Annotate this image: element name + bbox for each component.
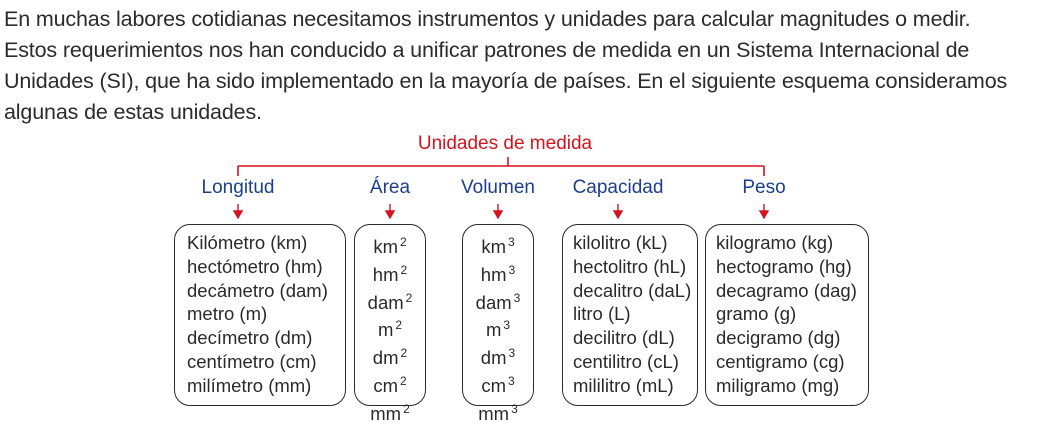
list-item bbox=[463, 398, 533, 426]
unit-exponent: 3 bbox=[507, 235, 515, 249]
list-item bbox=[355, 287, 425, 315]
list-item: kilolitro (kL) bbox=[573, 232, 668, 253]
units-box-volumen bbox=[462, 224, 534, 424]
list-item bbox=[355, 370, 425, 398]
list-item bbox=[463, 231, 533, 259]
list-item bbox=[463, 314, 533, 342]
unit-exponent: 2 bbox=[400, 346, 408, 361]
arrow-head-peso bbox=[760, 211, 768, 218]
list-item bbox=[355, 342, 425, 370]
unit-exponent: 3 bbox=[508, 262, 516, 277]
units-box-area bbox=[354, 224, 426, 424]
unit-exponent: 3 bbox=[513, 290, 521, 305]
list-item bbox=[463, 370, 533, 398]
unit-base: hm bbox=[480, 263, 507, 285]
unit-exponent: 2 bbox=[399, 235, 407, 249]
list-item: miligramo (mg) bbox=[716, 374, 840, 396]
list-item bbox=[355, 398, 425, 426]
unit-exponent: 2 bbox=[399, 373, 407, 388]
unit-exponent: 2 bbox=[395, 318, 403, 333]
list-item: centilitro (cL) bbox=[573, 350, 679, 372]
intro-line: Unidades (SI), que ha sido implementado en la mayoría de países. En el siguiente esquema consideramos bbox=[4, 69, 1008, 93]
intro-line: Estos requerimientos nos han conducido a unificar patrones de medida en un Sistema Internacional de bbox=[4, 38, 970, 62]
list-item bbox=[355, 314, 425, 342]
unit-exponent: 3 bbox=[508, 346, 516, 361]
list-item: decigramo (dg) bbox=[716, 327, 841, 349]
unit-exponent: 2 bbox=[400, 262, 408, 277]
unit-exponent: 2 bbox=[405, 290, 413, 305]
category-area: Área bbox=[369, 177, 411, 198]
category-peso: Peso bbox=[742, 177, 786, 198]
unit-base: m bbox=[377, 319, 394, 341]
list-item: hectolitro (hL) bbox=[573, 255, 687, 277]
list-item bbox=[463, 342, 533, 370]
unit-base: dm bbox=[372, 347, 399, 369]
list-item: centigramo (cg) bbox=[716, 350, 845, 372]
unit-base: dm bbox=[480, 347, 507, 369]
list-item: milímetro (mm) bbox=[187, 374, 312, 396]
unit-exponent: 3 bbox=[511, 401, 518, 416]
unit-base: m bbox=[485, 319, 502, 341]
unit-exponent: 3 bbox=[503, 318, 511, 333]
arrow-head-volumen bbox=[494, 211, 502, 218]
units-box-peso bbox=[705, 224, 869, 406]
intro-line: En muchas labores cotidianas necesitamos instrumentos y unidades para calcular magnitudes o medir. bbox=[4, 7, 971, 31]
category-capacidad: Capacidad bbox=[572, 177, 664, 198]
list-item: decilitro (dL) bbox=[573, 327, 675, 349]
units-box-longitud bbox=[174, 224, 346, 406]
unit-base: mm bbox=[370, 402, 402, 424]
arrow-head-capacidad bbox=[614, 211, 622, 218]
list-item: Kilómetro (km) bbox=[187, 232, 308, 253]
intro-line: algunas de estas unidades. bbox=[4, 100, 262, 124]
category-longitud: Longitud bbox=[201, 177, 275, 198]
list-item bbox=[463, 259, 533, 287]
arrow-head-area bbox=[386, 211, 394, 218]
unit-base: hm bbox=[372, 263, 399, 285]
list-item: gramo (g) bbox=[716, 303, 797, 325]
list-item: hectogramo (hg) bbox=[716, 255, 852, 277]
list-item: decímetro (dm) bbox=[187, 327, 313, 349]
list-item: decagramo (dag) bbox=[716, 279, 857, 301]
list-item: mililitro (mL) bbox=[573, 374, 674, 396]
list-item: litro (L) bbox=[573, 303, 631, 325]
unit-base: dam bbox=[367, 291, 404, 313]
unit-base: km bbox=[373, 236, 398, 257]
category-volumen: Volumen bbox=[461, 177, 535, 198]
unit-exponent: 3 bbox=[507, 373, 515, 388]
unit-base: cm bbox=[373, 374, 398, 396]
unit-base: km bbox=[481, 236, 506, 257]
list-item bbox=[463, 287, 533, 315]
list-item: hectómetro (hm) bbox=[187, 255, 323, 277]
list-item bbox=[355, 231, 425, 259]
list-item bbox=[355, 259, 425, 287]
list-item: decámetro (dam) bbox=[187, 279, 328, 301]
list-item: kilogramo (kg) bbox=[716, 232, 834, 253]
diagram-title: Unidades de medida bbox=[417, 133, 593, 154]
list-item: centímetro (cm) bbox=[187, 350, 317, 372]
list-item: decalitro (daL) bbox=[573, 279, 692, 301]
units-box-capacidad bbox=[562, 224, 698, 406]
unit-base: mm bbox=[478, 402, 510, 424]
unit-exponent: 2 bbox=[403, 401, 410, 416]
unit-base: cm bbox=[481, 374, 506, 396]
unit-base: dam bbox=[475, 291, 512, 313]
arrow-head-longitud bbox=[234, 211, 242, 218]
list-item: metro (m) bbox=[187, 303, 268, 325]
